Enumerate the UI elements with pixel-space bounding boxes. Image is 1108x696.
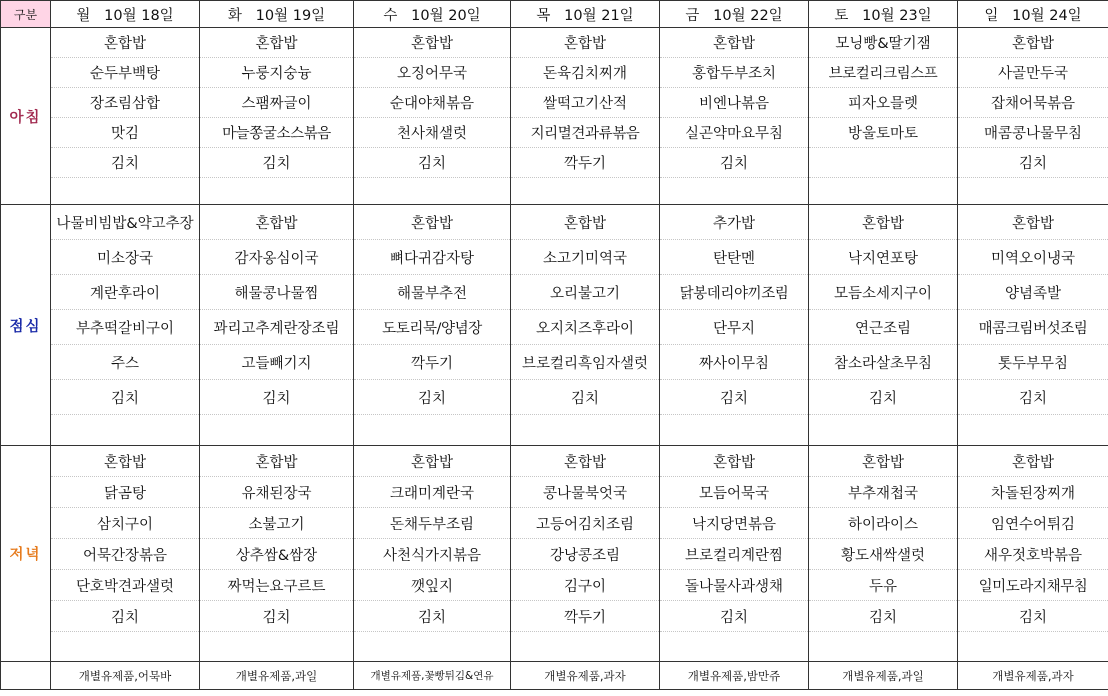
snack-item: 개별유제품,과일 <box>809 662 958 690</box>
menu-item <box>958 632 1108 662</box>
menu-item: 임연수어튀김 <box>958 508 1108 539</box>
menu-item: 콩나물북엇국 <box>511 477 660 508</box>
menu-item: 크래미계란국 <box>354 477 511 508</box>
menu-item: 김치 <box>200 148 354 178</box>
snack-item: 개별유제품,어묵바 <box>51 662 200 690</box>
menu-item <box>809 415 958 446</box>
menu-item: 소고기미역국 <box>511 240 660 275</box>
menu-item: 꽈리고추계란장조림 <box>200 310 354 345</box>
category-header: 구분 <box>1 1 51 28</box>
menu-item: 돈채두부조림 <box>354 508 511 539</box>
menu-item: 뼈다귀감자탕 <box>354 240 511 275</box>
snack-item: 개별유제품,과자 <box>958 662 1108 690</box>
menu-item: 브로컬리계란찜 <box>660 539 809 570</box>
menu-item: 추가밥 <box>660 205 809 240</box>
menu-item: 두유 <box>809 570 958 601</box>
menu-item <box>200 415 354 446</box>
menu-item: 지리멸견과류볶음 <box>511 118 660 148</box>
menu-item <box>200 178 354 205</box>
menu-item: 사골만두국 <box>958 58 1108 88</box>
menu-item: 혼합밥 <box>958 446 1108 477</box>
breakfast-row <box>1 178 1108 205</box>
menu-item: 단무지 <box>660 310 809 345</box>
menu-item <box>51 415 200 446</box>
menu-item: 김치 <box>354 601 511 632</box>
menu-item: 천사채샐럿 <box>354 118 511 148</box>
menu-item: 혼합밥 <box>200 205 354 240</box>
menu-item <box>958 415 1108 446</box>
menu-item: 어묵간장볶음 <box>51 539 200 570</box>
breakfast-row <box>1 88 1108 118</box>
breakfast-label: 아침 <box>1 28 51 205</box>
menu-item: 실곤약마요무침 <box>660 118 809 148</box>
menu-item: 혼합밥 <box>809 205 958 240</box>
dinner-row <box>1 508 1108 539</box>
menu-item: 김치 <box>660 148 809 178</box>
menu-item <box>809 148 958 178</box>
snack-item: 개별유제품,꽃빵튀김&연유 <box>354 662 511 690</box>
menu-item: 오징어무국 <box>354 58 511 88</box>
menu-item: 참소라살초무침 <box>809 345 958 380</box>
menu-item: 짜사이무침 <box>660 345 809 380</box>
snack-label-cell <box>1 662 51 690</box>
day-header: 수 10월 20일 <box>354 1 511 28</box>
header-row <box>1 1 1108 28</box>
menu-item: 깍두기 <box>511 148 660 178</box>
menu-item: 비엔나볶음 <box>660 88 809 118</box>
menu-item: 돈육김치찌개 <box>511 58 660 88</box>
menu-item: 연근조림 <box>809 310 958 345</box>
lunch-row <box>1 240 1108 275</box>
menu-item: 혼합밥 <box>660 446 809 477</box>
menu-item: 계란후라이 <box>51 275 200 310</box>
lunch-row <box>1 345 1108 380</box>
menu-item: 김치 <box>354 380 511 415</box>
menu-item: 톳두부무침 <box>958 345 1108 380</box>
menu-item: 깍두기 <box>511 601 660 632</box>
dinner-row <box>1 570 1108 601</box>
menu-item: 맛김 <box>51 118 200 148</box>
menu-item: 혼합밥 <box>354 28 511 58</box>
menu-item <box>200 632 354 662</box>
breakfast-row <box>1 58 1108 88</box>
menu-item: 김치 <box>354 148 511 178</box>
menu-item: 새우젓호박볶음 <box>958 539 1108 570</box>
day-header: 일 10월 24일 <box>958 1 1108 28</box>
menu-item: 쌀떡고기산적 <box>511 88 660 118</box>
menu-item: 짜먹는요구르트 <box>200 570 354 601</box>
menu-item: 혼합밥 <box>809 446 958 477</box>
menu-item: 혼합밥 <box>51 446 200 477</box>
menu-item: 주스 <box>51 345 200 380</box>
menu-item: 방울토마토 <box>809 118 958 148</box>
day-header: 금 10월 22일 <box>660 1 809 28</box>
dinner-row <box>1 632 1108 662</box>
menu-item: 해물콩나물찜 <box>200 275 354 310</box>
day-header: 화 10월 19일 <box>200 1 354 28</box>
menu-item: 홍합두부조치 <box>660 58 809 88</box>
menu-item: 삼치구이 <box>51 508 200 539</box>
day-header: 월 10월 18일 <box>51 1 200 28</box>
menu-item: 김치 <box>958 601 1108 632</box>
menu-item <box>354 632 511 662</box>
menu-item <box>809 178 958 205</box>
menu-item: 혼합밥 <box>511 28 660 58</box>
menu-item: 순두부백탕 <box>51 58 200 88</box>
menu-item: 해물부추전 <box>354 275 511 310</box>
menu-item: 김치 <box>51 380 200 415</box>
menu-item: 미소장국 <box>51 240 200 275</box>
menu-item: 황도새싹샐럿 <box>809 539 958 570</box>
day-header: 목 10월 21일 <box>511 1 660 28</box>
menu-item: 닭봉데리야끼조림 <box>660 275 809 310</box>
dinner-row <box>1 539 1108 570</box>
menu-item: 사천식가지볶음 <box>354 539 511 570</box>
menu-item: 브로컬리흑임자샐럿 <box>511 345 660 380</box>
lunch-row <box>1 380 1108 415</box>
dinner-row <box>1 446 1108 477</box>
menu-item: 부추재첩국 <box>809 477 958 508</box>
menu-item: 순대야채볶음 <box>354 88 511 118</box>
menu-item <box>51 632 200 662</box>
menu-item: 차돌된장찌개 <box>958 477 1108 508</box>
menu-item: 김치 <box>660 380 809 415</box>
menu-item <box>660 415 809 446</box>
menu-item: 피자오믈렛 <box>809 88 958 118</box>
menu-item: 낙지연포탕 <box>809 240 958 275</box>
menu-item: 잡채어묵볶음 <box>958 88 1108 118</box>
menu-item: 깻잎지 <box>354 570 511 601</box>
menu-item: 혼합밥 <box>511 205 660 240</box>
menu-item <box>809 632 958 662</box>
menu-item <box>660 632 809 662</box>
menu-item: 김치 <box>958 380 1108 415</box>
menu-item: 매콤콩나물무침 <box>958 118 1108 148</box>
menu-item: 김치 <box>660 601 809 632</box>
menu-item <box>354 178 511 205</box>
dinner-row <box>1 477 1108 508</box>
lunch-row <box>1 205 1108 240</box>
menu-item: 김치 <box>200 601 354 632</box>
menu-item: 닭곰탕 <box>51 477 200 508</box>
menu-item <box>354 415 511 446</box>
menu-item: 모듬소세지구이 <box>809 275 958 310</box>
menu-item: 오지치즈후라이 <box>511 310 660 345</box>
menu-item: 상추쌈&쌈장 <box>200 539 354 570</box>
menu-item: 낙지당면볶음 <box>660 508 809 539</box>
menu-item: 소불고기 <box>200 508 354 539</box>
menu-item: 매콤크림버섯조림 <box>958 310 1108 345</box>
menu-item: 고등어김치조림 <box>511 508 660 539</box>
lunch-row <box>1 275 1108 310</box>
menu-item: 오리불고기 <box>511 275 660 310</box>
menu-item: 누룽지숭늉 <box>200 58 354 88</box>
menu-item: 혼합밥 <box>958 28 1108 58</box>
menu-item <box>660 178 809 205</box>
lunch-row <box>1 415 1108 446</box>
day-header: 토 10월 23일 <box>809 1 958 28</box>
menu-item: 마늘쫑굴소스볶음 <box>200 118 354 148</box>
menu-item: 단호박견과샐럿 <box>51 570 200 601</box>
menu-item: 감자옹심이국 <box>200 240 354 275</box>
dinner-label: 저녁 <box>1 446 51 662</box>
snack-item: 개별유제품,밤만쥬 <box>660 662 809 690</box>
menu-item: 모닝빵&딸기잼 <box>809 28 958 58</box>
menu-item: 혼합밥 <box>660 28 809 58</box>
snack-item: 개별유제품,과자 <box>511 662 660 690</box>
menu-item: 스팸짜글이 <box>200 88 354 118</box>
menu-item: 혼합밥 <box>354 205 511 240</box>
menu-item: 혼합밥 <box>200 28 354 58</box>
menu-item: 강낭콩조림 <box>511 539 660 570</box>
menu-item <box>511 178 660 205</box>
menu-item <box>51 178 200 205</box>
menu-item: 모듬어묵국 <box>660 477 809 508</box>
menu-item: 장조림삼합 <box>51 88 200 118</box>
menu-item: 혼합밥 <box>958 205 1108 240</box>
menu-item: 도토리묵/양념장 <box>354 310 511 345</box>
menu-item: 하이라이스 <box>809 508 958 539</box>
menu-item: 돌나물사과생채 <box>660 570 809 601</box>
menu-item: 김치 <box>200 380 354 415</box>
menu-item <box>958 178 1108 205</box>
menu-item: 탄탄멘 <box>660 240 809 275</box>
breakfast-row <box>1 28 1108 58</box>
menu-item: 혼합밥 <box>51 28 200 58</box>
menu-item <box>511 415 660 446</box>
menu-item: 김치 <box>809 380 958 415</box>
menu-item: 김구이 <box>511 570 660 601</box>
menu-item <box>511 632 660 662</box>
menu-item: 미역오이냉국 <box>958 240 1108 275</box>
menu-item: 혼합밥 <box>200 446 354 477</box>
menu-item: 양념족발 <box>958 275 1108 310</box>
menu-item: 김치 <box>809 601 958 632</box>
menu-item: 나물비빔밥&약고추장 <box>51 205 200 240</box>
snack-row <box>1 662 1108 690</box>
breakfast-row <box>1 118 1108 148</box>
menu-item: 깍두기 <box>354 345 511 380</box>
menu-item: 김치 <box>51 601 200 632</box>
menu-item: 김치 <box>511 380 660 415</box>
lunch-label: 점심 <box>1 205 51 446</box>
menu-item: 일미도라지채무침 <box>958 570 1108 601</box>
breakfast-row <box>1 148 1108 178</box>
menu-item: 혼합밥 <box>511 446 660 477</box>
snack-item: 개별유제품,과일 <box>200 662 354 690</box>
menu-item: 유채된장국 <box>200 477 354 508</box>
menu-item: 혼합밥 <box>354 446 511 477</box>
dinner-row <box>1 601 1108 632</box>
lunch-row <box>1 310 1108 345</box>
menu-item: 김치 <box>51 148 200 178</box>
menu-item: 브로컬리크림스프 <box>809 58 958 88</box>
menu-item: 김치 <box>958 148 1108 178</box>
menu-item: 부추떡갈비구이 <box>51 310 200 345</box>
menu-item: 고들빼기지 <box>200 345 354 380</box>
